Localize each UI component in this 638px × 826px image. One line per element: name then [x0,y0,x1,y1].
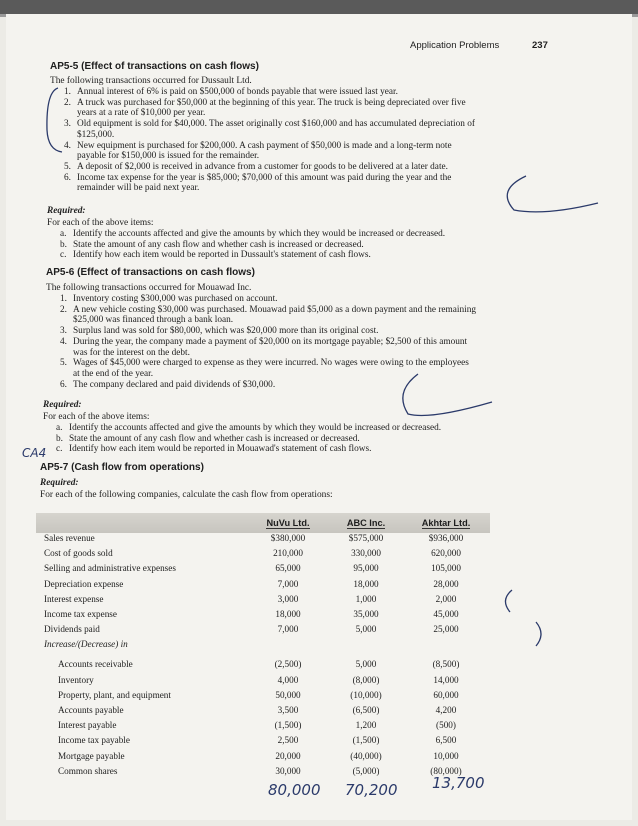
required-letter: b. [56,433,63,444]
cell-akhtar: 25,000 [433,624,459,635]
cell-abc: (5,000) [352,765,380,776]
cell-abc: 1,200 [355,720,377,731]
row-label: Dividends paid [44,624,100,635]
row-label: Accounts receivable [58,659,133,670]
cell-abc: (10,000) [350,689,382,700]
row-label: Cost of goods sold [44,548,113,559]
cell-akhtar: 4,200 [435,705,457,715]
cell-abc: 35,000 [353,609,379,619]
column-header-abc: ABC Inc. [346,518,386,528]
row-label: Accounts payable [58,705,124,715]
item-text-line-1: Annual interest of 6% is paid on $500,000 of bonds payable that were issued last year. [77,87,398,97]
cell-akhtar: 45,000 [433,609,459,619]
row-label: Income tax payable [58,735,130,746]
cell-akhtar: (8,500) [432,659,460,670]
item-text-line-1: A deposit of $2,000 is received in advance from a customer for goods to be delivered at a later date. [77,162,448,172]
handwritten-total-nuvu: 80,000 [268,781,321,799]
item-number: 5. [60,358,67,369]
cell-abc: 5,000 [355,624,377,635]
row-label: Interest payable [58,720,117,731]
cell-akhtar: (500) [436,720,456,731]
item-number: 1. [64,87,71,97]
cell-akhtar: 10,000 [433,750,459,761]
row-label: Mortgage payable [58,750,125,761]
cell-abc: 18,000 [353,578,379,589]
required-letter: c. [60,250,67,261]
item-text-line-1: The company declared and paid dividends of $30,000. [73,379,276,390]
cell-nuvu: 18,000 [275,609,301,619]
cell-nuvu: 210,000 [273,548,303,559]
required-text: Identify how each item would be reported in Dussault's statement of cash flows. [73,250,371,261]
cell-nuvu: 7,000 [277,578,299,589]
required-text: State the amount of any cash flow and whether cash is increased or decreased. [69,433,360,444]
row-label: Selling and administrative expenses [44,563,176,574]
item-number: 5. [64,162,71,172]
page-number: 237 [532,40,548,51]
required-text: Identify how each item would be reported in Mouawad's statement of cash flows. [69,444,372,455]
item-text-line-1: During the year, the company made a payment of $20,000 on its mortgage payable; $2,500 of this amount [73,337,468,347]
item-number: 6. [64,172,71,183]
cell-abc: $575,000 [348,533,384,543]
cell-akhtar: 6,500 [435,735,457,746]
cell-akhtar: 105,000 [431,563,461,574]
item-number: 4. [60,337,67,347]
required-letter: c. [56,444,63,455]
cell-abc: (1,500) [352,735,380,746]
item-text-line-2: was for the interest on the debt. [73,347,190,358]
cell-nuvu: 3,000 [277,593,299,604]
ap5-5-heading: AP5-5 (Effect of transactions on cash flows) [50,61,259,72]
row-label: Sales revenue [44,533,95,543]
cell-nuvu: 2,500 [277,735,299,746]
row-label: Property, plant, and equipment [58,689,171,700]
ap5-6-required-label: Required: [43,400,82,410]
cell-nuvu: 65,000 [275,563,301,574]
item-text-line-2: years at a rate of $10,000 per year. [77,108,206,119]
item-number: 2. [60,304,67,315]
item-text-line-1: Wages of $45,000 were charged to expense as they were incurred. No wages were owing to the employees [73,358,469,369]
item-text-line-1: A new vehicle costing $30,000 was purchased. Mouawad paid $5,000 as a down payment and the remaining [73,304,477,315]
cell-nuvu: 3,500 [277,705,299,715]
cell-akhtar: 28,000 [433,578,459,589]
item-text-line-1: A truck was purchased for $50,000 at the beginning of this year. The truck is being depreciated over five [77,97,466,108]
ap5-5-required-label: Required: [47,206,86,216]
item-number: 1. [60,294,67,304]
section-title: Application Problems [410,40,500,51]
cell-nuvu: 4,000 [277,674,299,685]
required-letter: b. [60,239,67,250]
ap5-6-required-intro: For each of the above items: [43,412,150,422]
item-number: 3. [64,119,71,130]
cell-nuvu: 7,000 [277,624,299,635]
cell-abc: 95,000 [353,563,379,574]
handwritten-total-akhtar: 13,700 [432,774,485,792]
item-text-line-1: New equipment is purchased for $200,000. A cash payment of $50,000 is made and a long-term note [77,140,452,151]
cell-abc: 330,000 [351,548,381,559]
required-letter: a. [56,423,63,433]
cell-akhtar: (80,000) [430,765,462,776]
item-text-line-1: Inventory costing $300,000 was purchased on account. [73,294,278,304]
ap5-7-instruction: For each of the following companies, calculate the cash flow from operations: [40,490,333,500]
item-text-line-1: Income tax expense for the year is $85,000; $70,000 of this amount was paid during the year and the [77,172,452,183]
ap5-6-heading: AP5-6 (Effect of transactions on cash flows) [46,267,255,278]
required-text: Identify the accounts affected and give the amounts by which they would be increased or decreased. [73,229,446,239]
required-letter: a. [60,229,67,239]
cell-akhtar: 60,000 [433,689,459,700]
item-text-line-2: $25,000 was financed through a bank loan. [73,315,234,326]
cell-nuvu: 30,000 [275,765,301,776]
column-header-nuvu: NuVu Ltd. [266,518,310,528]
row-label: Increase/(Decrease) in [44,639,128,650]
item-text-line-2: payable for $150,000 is issued for the remainder. [77,151,260,162]
ap5-6-intro: The following transactions occurred for Mouawad Inc. [46,283,252,293]
ap5-7-required-label: Required: [40,478,79,488]
cell-akhtar: 2,000 [435,593,457,604]
cell-abc: 5,000 [355,659,377,670]
cell-nuvu: (2,500) [274,659,302,670]
item-text-line-2: remainder will be paid next year. [77,183,200,194]
ap5-5-required-intro: For each of the above items: [47,218,154,228]
item-number: 2. [64,97,71,108]
row-label: Common shares [58,765,118,776]
column-header-akhtar: Akhtar Ltd. [421,518,471,528]
row-label: Income tax expense [44,609,117,619]
cell-akhtar: 14,000 [433,674,459,685]
cell-nuvu: 20,000 [275,750,301,761]
item-number: 3. [60,326,67,337]
ap5-5-intro: The following transactions occurred for Dussault Ltd. [50,76,252,86]
row-label: Depreciation expense [44,578,124,589]
cell-akhtar: 620,000 [431,548,461,559]
cell-abc: (8,000) [352,674,380,685]
cell-abc: 1,000 [355,593,377,604]
cell-abc: (40,000) [350,750,382,761]
item-text-line-1: Surplus land was sold for $80,000, which was $20,000 more than its original cost. [73,326,379,337]
margin-note: CA4 [22,446,47,460]
item-text-line-2: $125,000. [77,129,115,140]
cell-akhtar: $936,000 [428,533,464,543]
required-text: State the amount of any cash flow and whether cash is increased or decreased. [73,239,364,250]
item-text-line-1: Old equipment is sold for $40,000. The asset originally cost $160,000 and has accumulated depreciation of [77,119,475,130]
ap5-7-heading: AP5-7 (Cash flow from operations) [40,462,204,473]
handwritten-total-abc: 70,200 [345,781,398,799]
cell-abc: (6,500) [352,705,380,715]
row-label: Interest expense [44,593,104,604]
row-label: Inventory [58,674,94,685]
item-number: 6. [60,379,67,390]
cell-nuvu: 50,000 [275,689,301,700]
item-text-line-2: at the end of the year. [73,368,154,379]
cell-nuvu: $380,000 [270,533,306,543]
required-text: Identify the accounts affected and give the amounts by which they would be increased or decreased. [69,423,442,433]
item-number: 4. [64,140,71,151]
cell-nuvu: (1,500) [274,720,302,731]
